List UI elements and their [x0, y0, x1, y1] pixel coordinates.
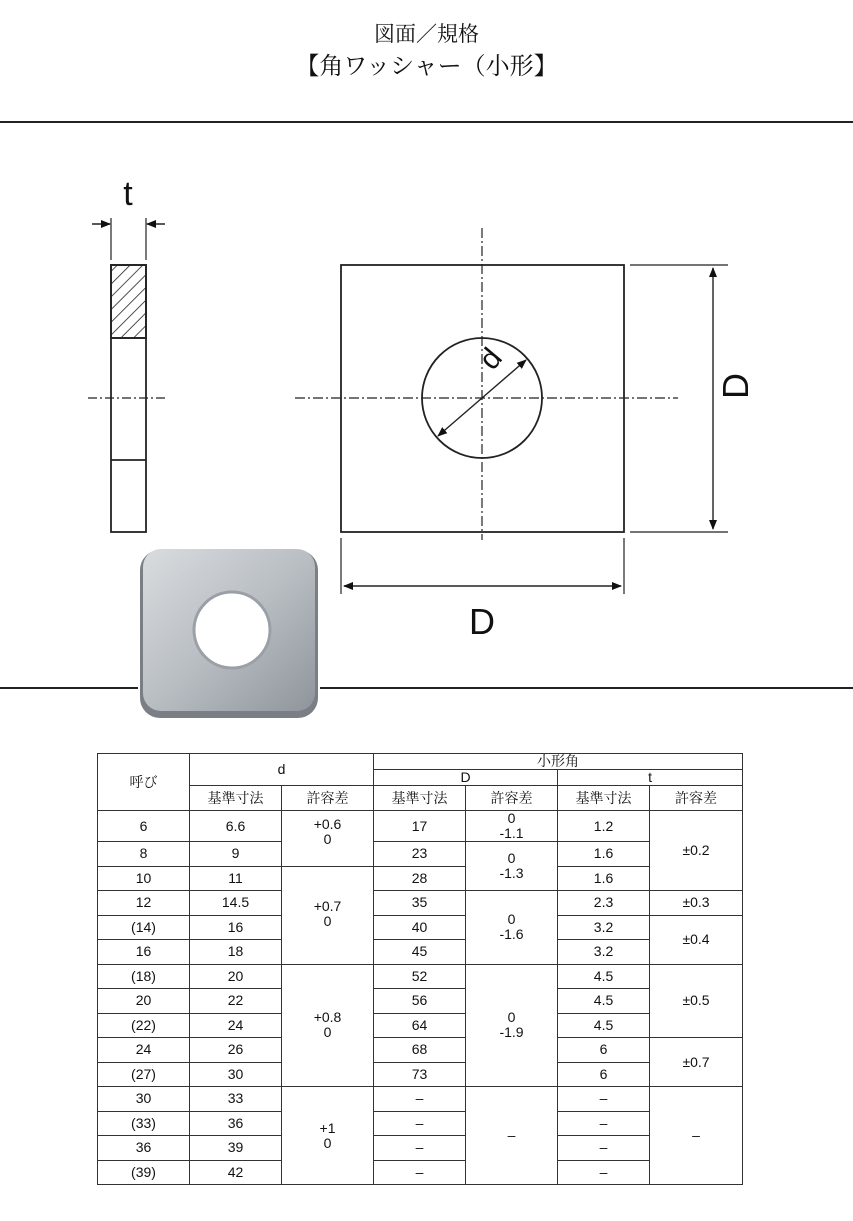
header-yobi: 呼び — [98, 754, 190, 811]
cell-D-basic: – — [374, 1160, 466, 1185]
cell-yobi: 10 — [98, 866, 190, 891]
header-d: d — [190, 754, 374, 786]
cell-yobi: 8 — [98, 842, 190, 867]
cell-D-basic: – — [374, 1136, 466, 1161]
cell-d-basic: 6.6 — [190, 811, 282, 842]
cell-yobi: (39) — [98, 1160, 190, 1185]
page-title: 【角ワッシャー（小形】 — [295, 52, 558, 80]
cell-d-tol: +0.7 0 — [282, 866, 374, 964]
cell-d-basic: 14.5 — [190, 891, 282, 916]
cell-t-tol: – — [650, 1087, 743, 1185]
cell-t-basic: 1.6 — [558, 866, 650, 891]
cell-t-tol: ±0.3 — [650, 891, 743, 916]
cell-D-tol: 0 -1.1 — [466, 811, 558, 842]
header-kijun: 基準寸法 — [190, 786, 282, 811]
cell-d-basic: 33 — [190, 1087, 282, 1112]
header-kyoyou: 許容差 — [466, 786, 558, 811]
cell-t-basic: 6 — [558, 1062, 650, 1087]
cell-D-basic: 28 — [374, 866, 466, 891]
cell-yobi: (18) — [98, 964, 190, 989]
cell-t-tol: ±0.2 — [650, 811, 743, 891]
cell-yobi: 16 — [98, 940, 190, 965]
cell-d-tol: +0.6 0 — [282, 811, 374, 867]
cell-t-basic: 2.3 — [558, 891, 650, 916]
cell-yobi: 6 — [98, 811, 190, 842]
cell-D-basic: – — [374, 1111, 466, 1136]
washer-photo — [140, 549, 318, 718]
cell-t-basic: 4.5 — [558, 964, 650, 989]
cell-t-tol: ±0.4 — [650, 915, 743, 964]
cell-t-basic: 3.2 — [558, 940, 650, 965]
cell-d-basic: 16 — [190, 915, 282, 940]
header-kyoyou: 許容差 — [282, 786, 374, 811]
cell-D-basic: 23 — [374, 842, 466, 867]
cell-t-basic: 4.5 — [558, 989, 650, 1014]
cell-d-basic: 30 — [190, 1062, 282, 1087]
cell-t-basic: – — [558, 1136, 650, 1161]
cell-D-tol: 0 -1.9 — [466, 964, 558, 1087]
outer-size-label-right: D — [715, 373, 756, 399]
thickness-label: t — [123, 175, 133, 213]
cell-d-basic: 26 — [190, 1038, 282, 1063]
cell-d-basic: 24 — [190, 1013, 282, 1038]
cell-D-basic: 73 — [374, 1062, 466, 1087]
cell-d-basic: 39 — [190, 1136, 282, 1161]
cell-D-tol: 0 -1.3 — [466, 842, 558, 891]
cell-d-basic: 42 — [190, 1160, 282, 1185]
cell-t-tol: ±0.5 — [650, 964, 743, 1038]
cell-D-basic: 56 — [374, 989, 466, 1014]
hole-diameter-label: d — [472, 342, 509, 377]
cell-yobi: (22) — [98, 1013, 190, 1038]
cell-D-basic: 40 — [374, 915, 466, 940]
cell-D-basic: 45 — [374, 940, 466, 965]
side-view — [88, 218, 168, 532]
cell-yobi: 30 — [98, 1087, 190, 1112]
cell-d-tol: +0.8 0 — [282, 964, 374, 1087]
cell-D-basic: 35 — [374, 891, 466, 916]
cell-yobi: 20 — [98, 989, 190, 1014]
cell-t-tol: ±0.7 — [650, 1038, 743, 1087]
cell-d-basic: 11 — [190, 866, 282, 891]
cell-t-basic: 6 — [558, 1038, 650, 1063]
cell-D-basic: 17 — [374, 811, 466, 842]
cell-d-basic: 36 — [190, 1111, 282, 1136]
cell-d-basic: 22 — [190, 989, 282, 1014]
spec-table — [97, 753, 743, 1185]
cell-t-basic: 3.2 — [558, 915, 650, 940]
front-view — [295, 228, 728, 594]
cell-yobi: (33) — [98, 1111, 190, 1136]
outer-size-label-bottom: D — [469, 601, 495, 642]
header-small-square: 小形角 — [374, 754, 743, 770]
cell-t-basic: 1.2 — [558, 811, 650, 842]
page-subtitle: 図面／規格 — [374, 22, 479, 46]
cell-t-basic: – — [558, 1111, 650, 1136]
cell-d-tol: +1 0 — [282, 1087, 374, 1185]
cell-t-basic: 4.5 — [558, 1013, 650, 1038]
cell-t-basic: 1.6 — [558, 842, 650, 867]
header-kijun: 基準寸法 — [374, 786, 466, 811]
header-kijun: 基準寸法 — [558, 786, 650, 811]
cell-d-basic: 18 — [190, 940, 282, 965]
cell-D-tol: 0 -1.6 — [466, 891, 558, 965]
cell-D-basic: 64 — [374, 1013, 466, 1038]
cell-D-tol: – — [466, 1087, 558, 1185]
cell-D-basic: – — [374, 1087, 466, 1112]
cell-yobi: (27) — [98, 1062, 190, 1087]
cell-t-basic: – — [558, 1087, 650, 1112]
cell-d-basic: 20 — [190, 964, 282, 989]
cell-t-basic: – — [558, 1160, 650, 1185]
cell-d-basic: 9 — [190, 842, 282, 867]
cell-yobi: 12 — [98, 891, 190, 916]
cell-yobi: 24 — [98, 1038, 190, 1063]
cell-D-basic: 68 — [374, 1038, 466, 1063]
cell-yobi: (14) — [98, 915, 190, 940]
header-kyoyou: 許容差 — [650, 786, 743, 811]
cell-D-basic: 52 — [374, 964, 466, 989]
cell-yobi: 36 — [98, 1136, 190, 1161]
header-D: D — [374, 770, 558, 786]
header-t: t — [558, 770, 743, 786]
